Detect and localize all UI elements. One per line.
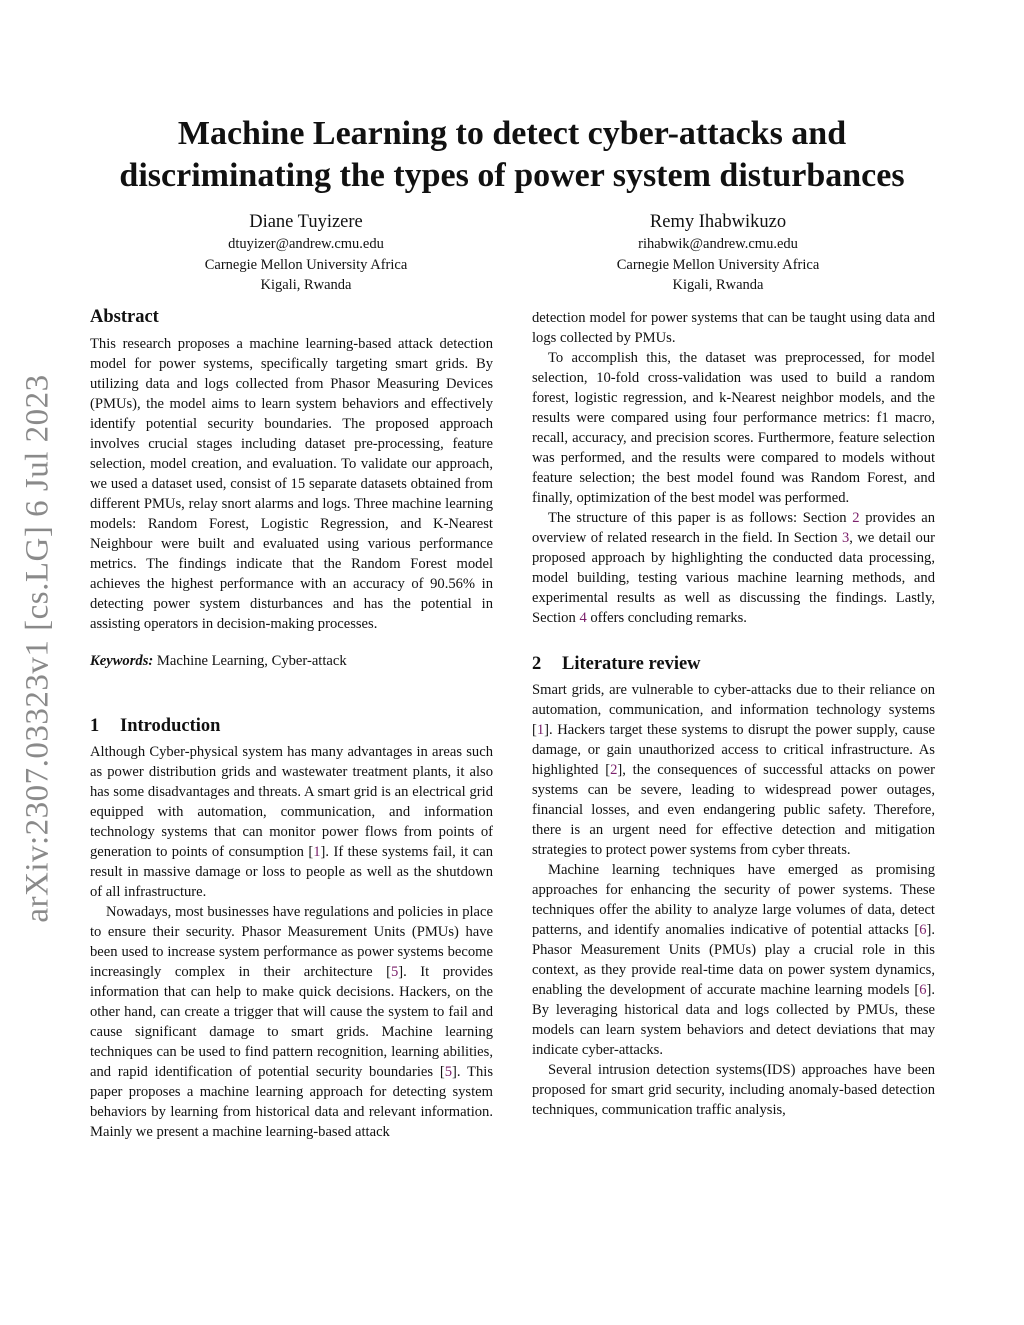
text-run: Nowadays, most businesses have regulations and policies in place to ensure their security. Phasor Measurement Units (PMUs) have been used to increase system performance as power systems become increasingly complex in their architecture [ [90,904,493,980]
author-block-2 [528,210,908,296]
section-number: 1 [90,716,100,736]
text-run: Smart grids, are vulnerable to cyber-attacks due to their reliance on automation, communication, and information technology systems [ [532,682,935,738]
text-run: ]. If these systems fail, it can result in massive damage or loss to people as well as the shutdown of all infrastructure. [90,844,494,900]
text-run: Although Cyber-physical system has many advantages in areas such as power distribution grids and wastewater treatment plants, it also has some disadvantages and threats. A smart grid is an electrical grid equipped with automation, communication, and information technology systems that can monitor power flows from points of generation to points of consumption [ [90,744,493,860]
section-link[interactable]: 2 [852,510,860,526]
continued-paragraph: detection model for power systems that can be taught using data and logs collected by PMUs. [532,310,935,346]
text-run: offers concluding remarks. [586,610,747,626]
citation-link[interactable]: 1 [313,844,321,860]
author-location: Kigali, Rwanda [260,277,352,293]
right-column [532,308,935,1120]
text-run: ]. It provides information that can help to make quick decisions. Hackers, on the other hand, can create a trigger that will cause the system to fail and cause significant damage to smart grids. Machine learning techniques can be used to find pattern recognition, learning abilities, and rapid identification of potential security boundaries [ [90,964,493,1080]
approach-paragraph: To accomplish this, the dataset was preprocessed, for model selection, 10-fold cross-validation was used to build a random forest, logistic regression, and k-Nearest neighbor models, and the results were compared using four performance metrics: f1 macro, recall, accuracy, and precision scores. Furthermore, feature selection was performed, and the results were compared to models without feature selection; the best model found was Random Forest, and finally, optimization of the best model was performed. [532,350,935,506]
literature-paragraph-2 [532,860,935,1060]
citation-link[interactable]: 5 [390,964,399,980]
section-title: Literature review [562,654,701,674]
arxiv-watermark [10,368,66,928]
intro-paragraph-2 [90,902,493,1142]
keywords-label: Keywords: [90,653,154,669]
citation-link[interactable]: 5 [444,1064,453,1080]
author-affiliation: Carnegie Mellon University Africa [204,256,408,273]
text-run: ]. Phasor Measurement Units (PMUs) play a crucial role in this context, as they provide real-time data on power system dynamics, enabling the development of accurate machine learning models [ [532,922,935,998]
literature-paragraph-1 [532,680,935,860]
citation-link[interactable]: 6 [919,922,927,938]
text-run: ], the consequences of successful attacks on power systems can be severe, leading to widespread power outages, financial losses, and even endangering public safety. Therefore, there is an urgent need for effective detection and mitigation strategies to protect power systems from cyber threats. [532,762,935,858]
citation-link[interactable]: 1 [536,722,545,738]
section-number: 2 [532,654,542,674]
paper-title-line-1: Machine Learning to detect cyber-attacks and [177,115,847,152]
arxiv-watermark-text: arXiv:2307.03323v1 [cs.LG] 6 Jul 2023 [19,373,56,923]
author-name: Diane Tuyizere [249,212,363,232]
section-title: Introduction [120,716,221,736]
text-run: Machine learning techniques have emerged as promising approaches for enhancing the security of power systems. These techniques offer the ability to analyze large volumes of data, detect patterns, and identify anomalies indicative of potential attacks [ [532,862,935,938]
text-run: ]. This paper proposes a machine learning approach for detecting system behaviors by learning from historical data and relevant information. Mainly we present a machine learning-based attack [90,1064,493,1140]
paper-title [60,113,964,197]
text-run: ]. By leveraging historical data and logs collected by PMUs, these models can learn system behaviors and detect deviations that may indicate cyber-attacks. [532,982,935,1058]
citation-link[interactable]: 6 [919,982,927,998]
keywords-text: Machine Learning, Cyber-attack [156,653,347,669]
section-link[interactable]: 3 [841,530,850,546]
text-run: The structure of this paper is as follows: Section [548,510,853,526]
abstract-heading: Abstract [90,307,159,327]
author-email: dtuyizer@andrew.cmu.edu [228,236,384,252]
section-heading-literature-review [532,652,935,676]
author-affiliation: Carnegie Mellon University Africa [616,256,820,273]
paper-title-line-2: discriminating the types of power system disturbances [119,157,905,194]
author-location: Kigali, Rwanda [672,277,764,293]
intro-paragraph-1 [90,742,493,902]
citation-link[interactable]: 2 [610,762,618,778]
left-column [90,305,493,1142]
section-heading-introduction [90,714,493,738]
author-email: rihabwik@andrew.cmu.edu [638,236,798,252]
literature-paragraph-3: Several intrusion detection systems(IDS) approaches have been proposed for smart grid security, including anomaly-based detection techniques, communication traffic analysis, [532,1062,935,1118]
keywords [90,651,493,671]
section-link[interactable]: 4 [579,610,587,626]
author-block-1 [116,210,496,296]
text-run: , we detail our proposed approach by highlighting the conducted data processing, model building, testing various machine learning methods, and experimental results as well as discussing the findings. Lastly, Section [532,530,935,626]
text-run: ]. Hackers target these systems to disrupt the power supply, cause damage, or gain unauthorized access to critical infrastructure. As highlighted [ [532,722,935,778]
abstract-text: This research proposes a machine learning-based attack detection model for power systems, specifically targeting smart grids. By utilizing data and logs collected from Phasor Measuring Devices (PMUs), the model aims to learn system behaviors and effectively identify potential security boundaries. The proposed approach involves crucial stages including dataset pre-processing, feature selection, model creation, and evaluation. To validate our approach, we used a dataset used, consist of 15 separate datasets obtained from different PMUs, relay snort alarms and logs. Three machine learning models: Random Forest, Logistic Regression, and K-Nearest Neighbour were built and evaluated using various performance metrics. The findings indicate that the Random Forest model achieves the highest performance with an accuracy of 90.56% in detecting power system disturbances and has the potential in assisting operators in decision-making processes. [90,336,493,632]
author-name: Remy Ihabwikuzo [649,212,787,232]
structure-paragraph [532,508,935,628]
text-run: provides an overview of related research in the field. In Section [532,510,935,546]
